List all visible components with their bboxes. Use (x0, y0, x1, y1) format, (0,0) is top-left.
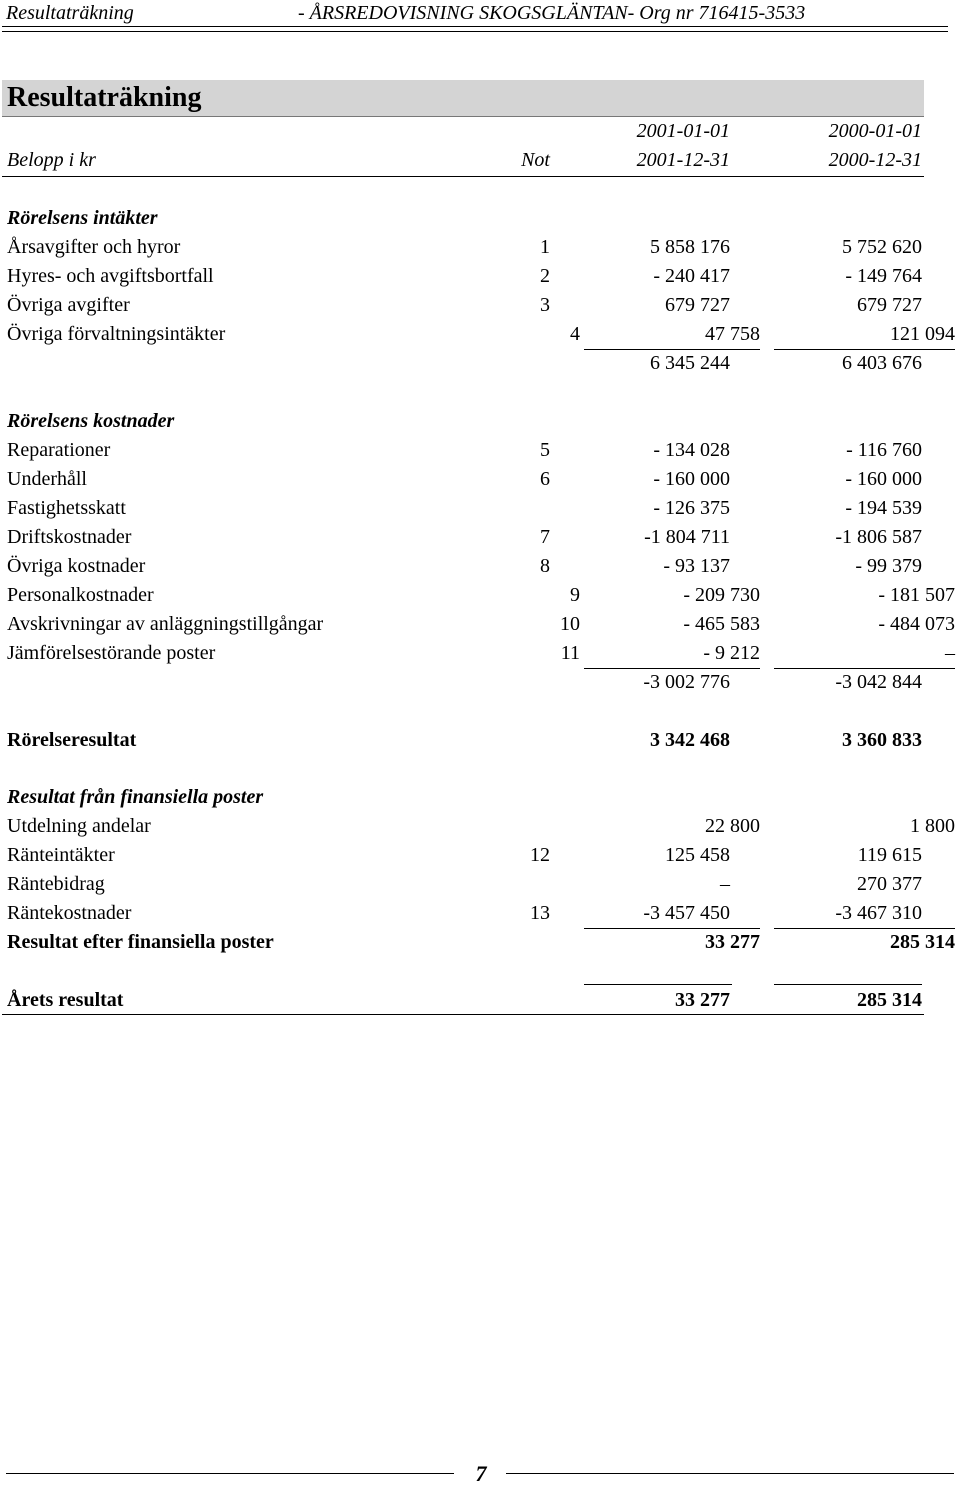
table-bottom-rule (2, 1014, 924, 1015)
page-title: Resultaträkning (7, 82, 202, 113)
row-label: Räntebidrag (7, 873, 105, 895)
arets-resultat-2000: 285 314 (857, 989, 922, 1011)
subtotal-kostnader-2001: -3 002 776 (643, 671, 730, 693)
row-note: 5 (540, 439, 550, 461)
row-label: Utdelning andelar (7, 815, 151, 837)
col2-period-end: 2000-12-31 (828, 149, 922, 171)
rorelseresultat-2001: 3 342 468 (650, 729, 730, 751)
row-value-2001: 5 858 176 (650, 236, 730, 258)
rorelseresultat-2000: 3 360 833 (842, 729, 922, 751)
subtotal-kostnader-2000: -3 042 844 (835, 671, 922, 693)
row-label: Räntekostnader (7, 902, 132, 924)
row-value-2001: -1 804 711 (644, 526, 730, 548)
subtotal-rule-2001 (584, 349, 760, 350)
row-note: 10 (560, 613, 580, 635)
row-note: 11 (560, 642, 580, 664)
footer-rule-left (6, 1473, 454, 1474)
header-rule-bottom (2, 31, 948, 32)
column-header-rule (2, 176, 924, 177)
row-value-2000: -1 806 587 (835, 526, 922, 548)
row-value-2000: - 149 764 (845, 265, 922, 287)
row-value-2001: - 209 730 (683, 584, 760, 606)
row-note: 12 (530, 844, 550, 866)
row-value-2000: 121 094 (890, 323, 955, 345)
row-label: Övriga avgifter (7, 294, 130, 316)
row-value-2000: - 181 507 (878, 584, 955, 606)
row-label: Ränteintäkter (7, 844, 115, 866)
row-label: Övriga kostnader (7, 555, 146, 577)
section-heading-kostnader: Rörelsens kostnader (7, 410, 175, 432)
row-value-2001: - 465 583 (683, 613, 760, 635)
row-value-2001: 679 727 (665, 294, 730, 316)
row-label: Årsavgifter och hyror (7, 236, 181, 258)
row-note: 2 (540, 265, 550, 287)
row-note: 6 (540, 468, 550, 490)
row-value-2001: - 240 417 (653, 265, 730, 287)
row-label: Avskrivningar av anläggningstillgångar (7, 613, 324, 635)
row-label: Personalkostnader (7, 584, 154, 606)
subtotal-rule-2001 (584, 928, 760, 929)
subtotal-rule-2001 (584, 668, 760, 669)
row-note: 9 (570, 584, 580, 606)
row-label: Fastighetsskatt (7, 497, 126, 519)
row-note: 8 (540, 555, 550, 577)
row-value-2001: - 134 028 (653, 439, 730, 461)
row-value-2000: - 484 073 (878, 613, 955, 635)
arets-resultat-label: Årets resultat (7, 989, 124, 1011)
row-label: Övriga förvaltningsintäkter (7, 323, 226, 345)
subtotal-rule-2000 (774, 928, 955, 929)
row-note: 1 (540, 236, 550, 258)
subtotal-intakter-2000: 6 403 676 (842, 352, 922, 374)
efter-finansiella-2001: 33 277 (705, 931, 760, 953)
row-value-2001: - 126 375 (653, 497, 730, 519)
row-value-2001: 22 800 (705, 815, 760, 837)
row-value-2001: - 9 212 (703, 642, 760, 664)
row-note: 7 (540, 526, 550, 548)
subtotal-rule-2000 (774, 349, 955, 350)
row-label: Reparationer (7, 439, 111, 461)
col2-period-start: 2000-01-01 (828, 120, 922, 142)
row-value-2001: – (720, 873, 730, 895)
header-document-title: - ÅRSREDOVISNING SKOGSGLÄNTAN- Org nr 716415-3533 (298, 2, 806, 24)
row-label: Underhåll (7, 468, 87, 490)
row-value-2000: - 116 760 (846, 439, 922, 461)
row-value-2000: -3 467 310 (835, 902, 922, 924)
efter-finansiella-label: Resultat efter finansiella poster (7, 931, 274, 953)
row-value-2000: – (945, 642, 955, 664)
row-value-2000: - 160 000 (845, 468, 922, 490)
row-value-2000: - 194 539 (845, 497, 922, 519)
header-rule-top (2, 26, 948, 27)
footer-rule-right (506, 1473, 954, 1474)
row-value-2001: - 93 137 (663, 555, 730, 577)
page-number: 7 (475, 1461, 487, 1486)
not-label: Not (521, 149, 550, 171)
arets-resultat-2001: 33 277 (675, 989, 730, 1011)
row-label: Hyres- och avgiftsbortfall (7, 265, 214, 287)
row-value-2001: 47 758 (705, 323, 760, 345)
section-heading-intakter: Rörelsens intäkter (7, 207, 158, 229)
col1-period-start: 2001-01-01 (636, 120, 730, 142)
row-value-2000: 679 727 (857, 294, 922, 316)
result-rule-2001 (584, 984, 732, 985)
subtotal-rule-2000 (774, 668, 955, 669)
row-value-2000: - 99 379 (855, 555, 922, 577)
row-note: 3 (540, 294, 550, 316)
row-label: Jämförelsestörande poster (7, 642, 216, 664)
col1-period-end: 2001-12-31 (636, 149, 730, 171)
row-note: 4 (570, 323, 580, 345)
row-value-2001: - 160 000 (653, 468, 730, 490)
row-value-2000: 119 615 (857, 844, 922, 866)
row-value-2000: 270 377 (857, 873, 922, 895)
header-section-title: Resultaträkning (6, 2, 134, 24)
row-label: Driftskostnader (7, 526, 132, 548)
belopp-label: Belopp i kr (7, 149, 96, 171)
row-value-2001: -3 457 450 (643, 902, 730, 924)
subtotal-intakter-2001: 6 345 244 (650, 352, 730, 374)
row-value-2001: 125 458 (665, 844, 730, 866)
row-value-2000: 5 752 620 (842, 236, 922, 258)
efter-finansiella-2000: 285 314 (890, 931, 955, 953)
result-rule-2000 (774, 984, 922, 985)
rorelseresultat-label: Rörelseresultat (7, 729, 137, 751)
section-heading-finansiella: Resultat från finansiella poster (7, 786, 264, 808)
row-note: 13 (530, 902, 550, 924)
row-value-2000: 1 800 (910, 815, 955, 837)
